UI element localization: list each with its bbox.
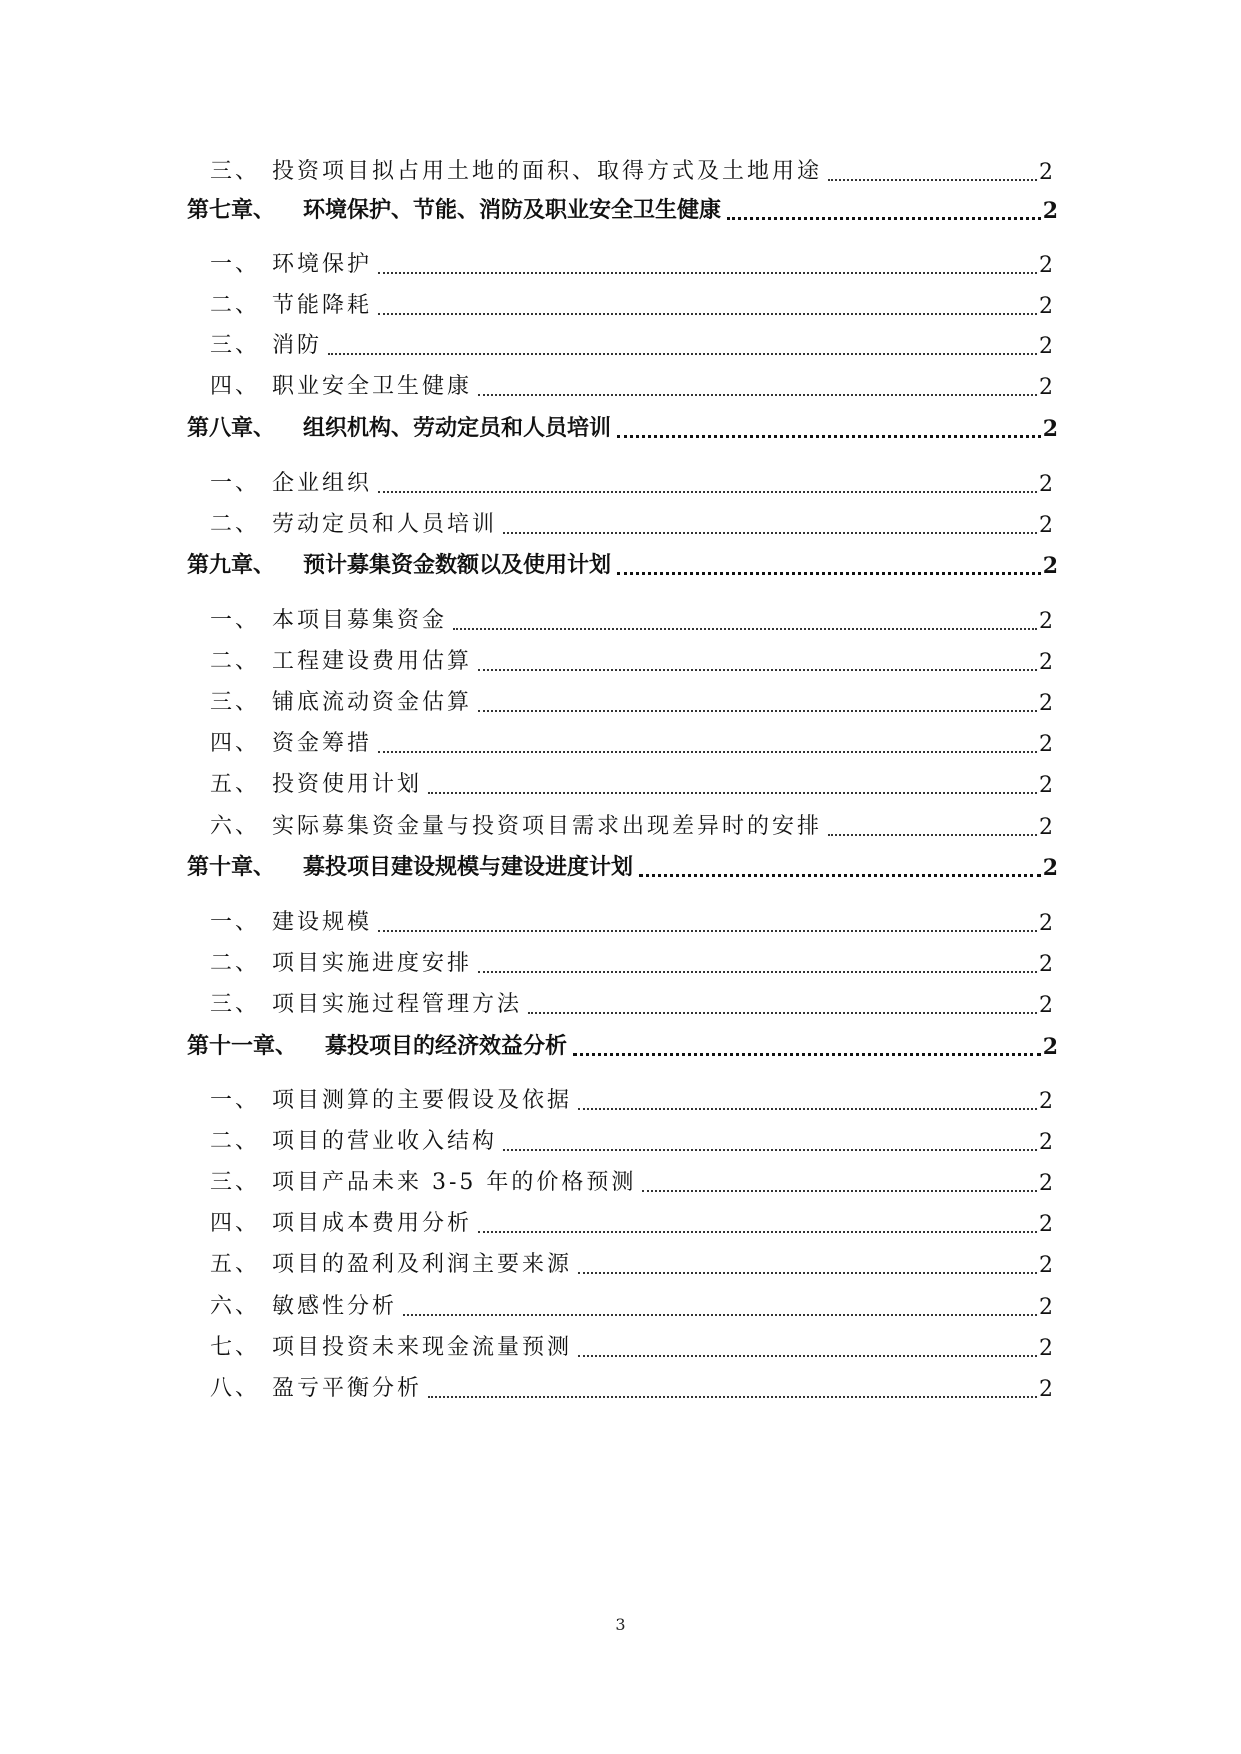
toc-entry-title: 环境保护 <box>272 252 373 277</box>
toc-entry-number: 四、 <box>210 731 261 756</box>
toc-dot-leader <box>828 812 1037 836</box>
toc-entry-number: 第七章、 <box>187 197 276 223</box>
toc-entry-title: 本项目募集资金 <box>272 608 448 633</box>
toc-dot-leader <box>428 770 1037 794</box>
toc-entry-title: 铺底流动资金估算 <box>272 690 473 715</box>
toc-entry-number: 第十章、 <box>187 854 276 880</box>
toc-entry-title: 劳动定员和人员培训 <box>272 512 498 537</box>
toc-dot-leader <box>573 1031 1041 1056</box>
toc-entry-page: 2 <box>1039 815 1053 840</box>
toc-entry-number: 七、 <box>210 1335 261 1360</box>
toc-entry-page: 2 <box>1039 1295 1053 1320</box>
toc-section-entry[interactable] <box>210 988 1053 1018</box>
page-number: 3 <box>615 1615 626 1634</box>
toc-section-entry[interactable] <box>210 370 1053 400</box>
toc-dot-leader <box>378 908 1037 932</box>
toc-dot-leader <box>478 688 1037 712</box>
toc-entry-number: 一、 <box>210 1088 261 1113</box>
toc-entry-page: 2 <box>1039 294 1053 319</box>
toc-dot-leader <box>828 157 1037 181</box>
toc-entry-page: 2 <box>1039 160 1053 185</box>
toc-dot-leader <box>478 647 1037 671</box>
toc-entry-number: 一、 <box>210 608 261 633</box>
toc-dot-leader <box>478 949 1037 973</box>
toc-entry-page: 2 <box>1042 1034 1058 1060</box>
toc-section-entry[interactable] <box>210 1125 1053 1155</box>
toc-section-entry[interactable] <box>210 289 1053 319</box>
toc-section-entry[interactable] <box>210 1084 1053 1114</box>
toc-entry-page: 2 <box>1039 1171 1053 1196</box>
toc-entry-title: 节能降耗 <box>272 293 373 318</box>
toc-section-entry[interactable] <box>210 248 1053 278</box>
toc-entry-title: 投资使用计划 <box>272 772 423 797</box>
toc-entry-number: 三、 <box>210 690 261 715</box>
toc-entry-number: 第八章、 <box>187 415 276 441</box>
toc-entry-title: 盈亏平衡分析 <box>272 1376 423 1401</box>
toc-entry-page: 2 <box>1039 1377 1053 1402</box>
toc-entry-number: 四、 <box>210 374 261 399</box>
toc-dot-leader <box>478 1209 1037 1233</box>
toc-entry-number: 三、 <box>210 159 261 184</box>
toc-entry-number: 五、 <box>210 772 261 797</box>
toc-section-entry[interactable] <box>210 1372 1053 1402</box>
toc-section-entry[interactable] <box>210 508 1053 538</box>
toc-entry-number: 一、 <box>210 252 261 277</box>
toc-section-entry[interactable] <box>210 686 1053 716</box>
toc-entry-title: 项目测算的主要假设及依据 <box>272 1088 573 1113</box>
toc-section-entry[interactable] <box>210 329 1053 359</box>
toc-section-entry[interactable] <box>210 467 1053 497</box>
toc-dot-leader <box>503 1127 1037 1151</box>
toc-entry-title: 工程建设费用估算 <box>272 649 473 674</box>
toc-section-entry[interactable] <box>210 1207 1053 1237</box>
toc-dot-leader <box>503 510 1037 534</box>
toc-dot-leader <box>403 1292 1037 1316</box>
toc-entry-title: 敏感性分析 <box>272 1294 398 1319</box>
toc-dot-leader <box>578 1333 1037 1357</box>
toc-chapter-entry[interactable] <box>187 1030 1058 1060</box>
toc-section-entry[interactable] <box>210 768 1053 798</box>
toc-entry-number: 三、 <box>210 1170 261 1195</box>
toc-section-entry[interactable] <box>210 947 1053 977</box>
toc-entry-number: 第十一章、 <box>187 1033 298 1059</box>
toc-entry-number: 一、 <box>210 471 261 496</box>
toc-entry-title: 实际募集资金量与投资项目需求出现差异时的安排 <box>272 814 823 839</box>
toc-entry-number: 二、 <box>210 512 261 537</box>
toc-entry-page: 2 <box>1039 993 1053 1018</box>
toc-dot-leader <box>428 1374 1037 1398</box>
toc-entry-number: 五、 <box>210 1252 261 1277</box>
toc-chapter-entry[interactable] <box>187 194 1058 224</box>
toc-chapter-entry[interactable] <box>187 549 1058 579</box>
toc-entry-number: 二、 <box>210 951 261 976</box>
toc-entry-title: 项目的盈利及利润主要来源 <box>272 1252 573 1277</box>
toc-entry-number: 二、 <box>210 1129 261 1154</box>
toc-chapter-entry[interactable] <box>187 851 1058 881</box>
toc-dot-leader <box>378 729 1037 753</box>
toc-entry-page: 2 <box>1039 253 1053 278</box>
toc-section-entry[interactable] <box>210 1290 1053 1320</box>
toc-entry-number: 八、 <box>210 1376 261 1401</box>
toc-entry-page: 2 <box>1039 334 1053 359</box>
toc-entry-title: 项目实施进度安排 <box>272 951 473 976</box>
toc-entry-title: 职业安全卫生健康 <box>272 374 473 399</box>
toc-entry-number: 二、 <box>210 293 261 318</box>
toc-entry-number: 三、 <box>210 333 261 358</box>
toc-dot-leader <box>642 1168 1037 1192</box>
toc-entry-page: 2 <box>1042 553 1058 579</box>
toc-dot-leader <box>639 852 1041 877</box>
toc-entry-page: 2 <box>1042 416 1058 442</box>
toc-entry-title: 资金筹措 <box>272 731 373 756</box>
toc-dot-leader <box>378 250 1037 274</box>
toc-section-entry[interactable] <box>210 1331 1053 1361</box>
toc-entry-title: 项目的营业收入结构 <box>272 1129 498 1154</box>
toc-entry-title: 投资项目拟占用土地的面积、取得方式及土地用途 <box>272 159 823 184</box>
toc-entry-page: 2 <box>1039 773 1053 798</box>
toc-entry-title: 消防 <box>272 333 323 358</box>
toc-entry-title: 组织机构、劳动定员和人员培训 <box>303 415 612 441</box>
toc-entry-page: 2 <box>1039 1253 1053 1278</box>
toc-section-entry[interactable] <box>210 155 1053 185</box>
toc-entry-number: 二、 <box>210 649 261 674</box>
toc-entry-page: 2 <box>1042 855 1058 881</box>
toc-dot-leader <box>578 1250 1037 1274</box>
toc-dot-leader <box>378 291 1037 315</box>
toc-entry-page: 2 <box>1039 691 1053 716</box>
toc-entry-title: 募投项目建设规模与建设进度计划 <box>303 854 634 880</box>
toc-dot-leader <box>617 550 1041 575</box>
toc-entry-title: 募投项目的经济效益分析 <box>325 1033 568 1059</box>
toc-section-entry[interactable] <box>210 1248 1053 1278</box>
toc-entry-page: 2 <box>1042 198 1058 224</box>
toc-section-entry[interactable] <box>210 906 1053 936</box>
toc-entry-page: 2 <box>1039 911 1053 936</box>
toc-entry-page: 2 <box>1039 732 1053 757</box>
toc-entry-page: 2 <box>1039 650 1053 675</box>
toc-entry-title: 企业组织 <box>272 471 373 496</box>
toc-dot-leader <box>378 469 1037 493</box>
toc-chapter-entry[interactable] <box>187 412 1058 442</box>
toc-entry-page: 2 <box>1039 1130 1053 1155</box>
toc-entry-number: 三、 <box>210 992 261 1017</box>
toc-entry-number: 第九章、 <box>187 552 276 578</box>
toc-entry-page: 2 <box>1039 513 1053 538</box>
toc-entry-number: 六、 <box>210 1294 261 1319</box>
toc-dot-leader <box>328 331 1037 355</box>
toc-entry-number: 六、 <box>210 814 261 839</box>
toc-entry-page: 2 <box>1039 952 1053 977</box>
toc-entry-title: 建设规模 <box>272 910 373 935</box>
toc-entry-title: 环境保护、节能、消防及职业安全卫生健康 <box>303 197 722 223</box>
toc-entry-title: 项目投资未来现金流量预测 <box>272 1335 573 1360</box>
toc-entry-number: 一、 <box>210 910 261 935</box>
toc-entry-number: 四、 <box>210 1211 261 1236</box>
toc-entry-title: 预计募集资金数额以及使用计划 <box>303 552 612 578</box>
toc-dot-leader <box>617 413 1041 438</box>
toc-entry-title: 项目成本费用分析 <box>272 1211 473 1236</box>
toc-section-entry[interactable] <box>210 727 1053 757</box>
toc-section-entry[interactable] <box>210 810 1053 840</box>
toc-dot-leader <box>453 606 1037 630</box>
toc-entry-page: 2 <box>1039 609 1053 634</box>
toc-section-entry[interactable] <box>210 604 1053 634</box>
toc-entry-page: 2 <box>1039 1212 1053 1237</box>
toc-entry-page: 2 <box>1039 375 1053 400</box>
toc-dot-leader <box>578 1086 1037 1110</box>
toc-entry-page: 2 <box>1039 1336 1053 1361</box>
toc-dot-leader <box>478 372 1037 396</box>
toc-entry-title: 项目实施过程管理方法 <box>272 992 523 1017</box>
toc-entry-page: 2 <box>1039 472 1053 497</box>
toc-entry-title: 项目产品未来 3-5 年的价格预测 <box>272 1170 637 1195</box>
toc-section-entry[interactable] <box>210 1166 1053 1196</box>
toc-dot-leader <box>727 195 1041 220</box>
toc-section-entry[interactable] <box>210 645 1053 675</box>
toc-dot-leader <box>528 990 1037 1014</box>
toc-entry-page: 2 <box>1039 1089 1053 1114</box>
